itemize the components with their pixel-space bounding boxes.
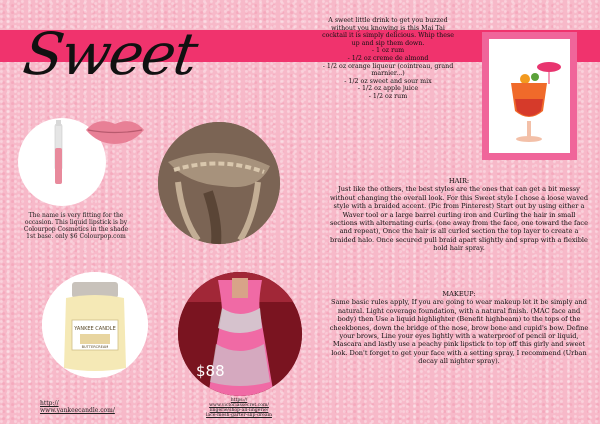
hair-section [328, 177, 590, 253]
recipe-block [318, 17, 458, 101]
page-title: Sweet [19, 20, 201, 88]
recipe-ingredient: - 1/2 oz rum [368, 92, 408, 100]
makeup-text: Same basic rules apply, If you are going to wear makeup let it be simply and natural. Light coverage foundation, with a natural finish. (MAC face and body) then Use a liquid highlighter (Benefit highbeam) to the tops of the cheekbones, down the bridge of the nose, brow bone and cupid's bow. Define your brows, Line your eyes lightly with a waterproof of pencil or liquid, Mascara and lastly use a peachy pink lipstick to top off this girly and sweet look. Don't forget to get your face with a setting spray, I recommend (Urban decay all nighter spray). [329, 298, 589, 366]
mai-tai-photo [482, 32, 577, 160]
makeup-section [328, 290, 590, 366]
candle-label: BUTTERCREAM [81, 345, 109, 349]
candle-photo [42, 272, 148, 378]
braided-hair-photo [158, 122, 280, 244]
hair-heading: HAIR: [448, 177, 470, 185]
recipe-ingredient: - 1/2 oz creme de almond [347, 54, 429, 62]
recipe-ingredient: - 1 oz rum [371, 47, 405, 55]
lingerie-price: $88 [196, 362, 225, 380]
makeup-heading: MAKEUP: [442, 290, 476, 298]
recipe-intro: A sweet little drink to get you buzzed without you knowing is this Mai Tai cocktail it is simply delicious. Whip these up and sip them down. [322, 17, 454, 47]
recipe-ingredient: - 1/2 oz orange liqueur (cointreau, grand marnier...) [322, 62, 454, 78]
lipstick-caption: The name is very fitting for the occasion. This liquid lipstick is by Colourpop Cosmetics in the shade 1st base. only $6 Colourpop.com [23, 212, 129, 240]
hair-text: Just like the others, the best styles are the ones that can get a bit messy without changing the overall look. For this Sweet style I chose a loose waved style with a braided accent. (Pic from Pinterest) Start out by using either a Waver tool or a large barrel curling iron and Curling the hair in small sections with alternating curls. (one away from the face, one toward the face and repeat), Once the hair is all curled section the top layer to create a braided halo. Once secured pull braid apart slightly and sprap with a flexible hold hair spray. [329, 185, 589, 253]
lingerie-photo [178, 272, 302, 396]
recipe-ingredient: - 1/2 oz apple juice [357, 85, 419, 93]
candle-brand: YANKEE CANDLE [74, 326, 116, 332]
recipe-ingredient: - 1/2 oz sweet and sour mix [344, 77, 432, 85]
lips-icon [84, 114, 146, 146]
candle-link[interactable]: http:// www.yankeecandle.com/ [40, 400, 115, 414]
lingerie-link[interactable]: https:// www.victoriassecret.com/ lingerie/shop-all-lingerie/ lace-mesh-garter-slip-dream [206, 398, 272, 418]
